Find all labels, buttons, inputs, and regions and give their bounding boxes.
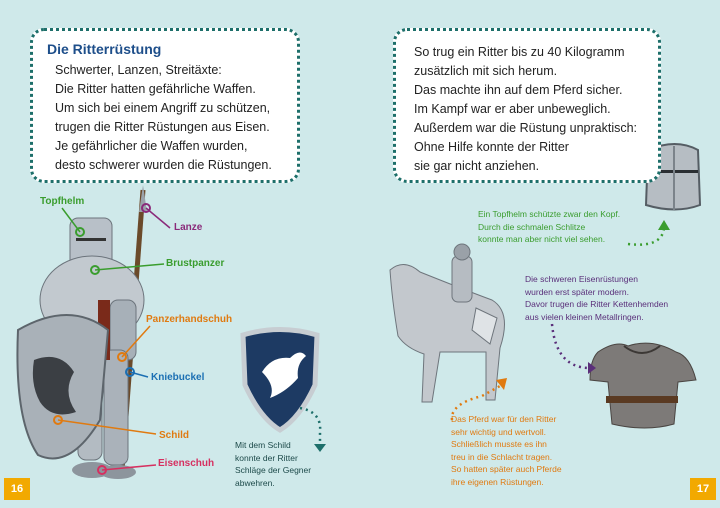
armor-text-line: Schwerter, Lanzen, Streitäxte:	[55, 63, 222, 77]
leader-panzerhandschuh	[122, 326, 150, 357]
weight-text-line: zusätzlich mit sich herum.	[414, 64, 558, 78]
label-topfhelm: Topfhelm	[40, 196, 85, 207]
weight-text-line: Ohne Hilfe konnte der Ritter	[414, 140, 569, 154]
weight-text-line: Außerdem war die Rüstung unpraktisch:	[414, 121, 638, 135]
label-eisenschuh: Eisenschuh	[158, 458, 215, 469]
arrow-chainmail	[552, 324, 590, 368]
label-panzerhandschuh: Panzerhandschuh	[146, 314, 233, 325]
leader-eisenschuh	[102, 465, 156, 470]
armor-text-line: trugen die Ritter Rüstungen aus Eisen.	[55, 120, 270, 134]
shield-caption: Mit dem Schild konnte der Ritter Schläge der Gegner abwehren.	[235, 440, 312, 488]
horse-caption: Das Pferd war für den Ritter sehr wichtig und wertvoll. Schließlich musste es ihn treu in die Schlacht tragen. So hatten später auch Pferde ihre eigenen Rüstungen.	[451, 414, 562, 487]
label-lanze: Lanze	[174, 222, 203, 233]
label-schild: Schild	[159, 430, 190, 441]
helmet-caption: Ein Topfhelm schützte zwar den Kopf. Durch die schmalen Schlitze konnte man aber nicht viel sehen.	[478, 209, 621, 244]
armor-text-line: desto schwerer wurden die Rüstungen.	[55, 158, 272, 172]
leader-schild	[58, 420, 156, 434]
label-brustpanzer: Brustpanzer	[166, 258, 225, 269]
armor-text-line: Um sich bei einem Angriff zu schützen,	[55, 101, 271, 115]
weight-text-line: So trug ein Ritter bis zu 40 Kilogramm	[414, 45, 625, 59]
page-number-right: 17	[690, 478, 716, 500]
page-number-left: 16	[4, 478, 30, 500]
label-kniebuckel: Kniebuckel	[151, 372, 205, 383]
weight-text-line: sie gar nicht anziehen.	[414, 159, 540, 173]
armor-text-line: Je gefährlicher die Waffen wurden,	[55, 139, 248, 153]
leader-brustpanzer	[95, 264, 164, 270]
weight-text-line: Das machte ihn auf dem Pferd sicher.	[414, 83, 623, 97]
armor-title: Die Ritterrüstung	[47, 41, 162, 57]
chainmail-caption: Die schweren Eisenrüstungen wurden erst später modern. Davor trugen die Ritter Kettenhemden aus vielen kleinen Metallringen.	[525, 274, 669, 322]
weight-text-line: Im Kampf war er aber unbeweglich.	[414, 102, 611, 116]
armor-text-line: Die Ritter hatten gefährliche Waffen.	[55, 82, 256, 96]
arrow-helmet	[628, 228, 664, 245]
